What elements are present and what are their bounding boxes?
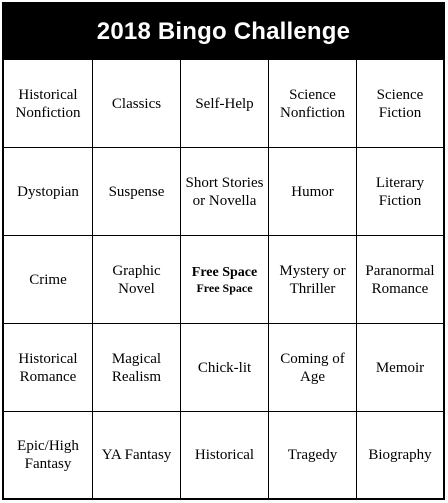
cell-label: Humor	[291, 183, 334, 200]
bingo-board	[2, 2, 445, 500]
bingo-cell-classics[interactable]	[93, 60, 181, 148]
board-title: 2018 Bingo Challenge	[4, 4, 443, 60]
bingo-cell-historical[interactable]	[181, 412, 269, 498]
bingo-cell-mystery-thriller[interactable]	[269, 236, 357, 324]
cell-label: Short Stories or Novella	[185, 174, 264, 209]
cell-label: Literary Fiction	[375, 174, 425, 209]
bingo-cell-biography[interactable]	[357, 412, 443, 498]
cell-label: Historical	[194, 447, 255, 463]
cell-label: Science Fiction	[376, 86, 424, 121]
bingo-cell-free-space[interactable]	[181, 236, 269, 324]
bingo-cell-short-stories[interactable]	[181, 148, 269, 236]
cell-label: Biography	[368, 447, 432, 463]
bingo-cell-magical-realism[interactable]	[93, 324, 181, 412]
bingo-cell-self-help[interactable]	[181, 60, 269, 148]
cell-label: Historical Romance	[18, 350, 78, 385]
cell-label: Dystopian	[17, 183, 79, 200]
bingo-cell-paranormal-romance[interactable]	[357, 236, 443, 324]
free-space-label: Free Space	[191, 264, 258, 280]
cell-label: Suspense	[108, 183, 165, 200]
bingo-cell-coming-of-age[interactable]	[269, 324, 357, 412]
bingo-cell-graphic-novel[interactable]	[93, 236, 181, 324]
cell-label: Historical Nonfiction	[15, 86, 81, 121]
bingo-cell-ya-fantasy[interactable]	[93, 412, 181, 498]
free-space-sublabel: Free Space	[196, 280, 253, 295]
cell-label: Memoir	[375, 359, 425, 376]
cell-label: Science Nonfiction	[280, 86, 345, 121]
bingo-cell-science-fiction[interactable]	[357, 60, 443, 148]
bingo-cell-historical-romance[interactable]	[4, 324, 93, 412]
cell-label: Tragedy	[287, 447, 338, 463]
bingo-cell-historical-nonfiction[interactable]	[4, 60, 93, 148]
cell-label: Epic/High Fantasy	[17, 438, 79, 472]
cell-label: Mystery or Thriller	[279, 262, 346, 297]
cell-label: Crime	[29, 271, 67, 288]
bingo-cell-crime[interactable]	[4, 236, 93, 324]
bingo-cell-epic-high-fantasy[interactable]	[4, 412, 93, 498]
cell-label: Self-Help	[195, 95, 254, 112]
bingo-cell-dystopian[interactable]	[4, 148, 93, 236]
cell-label: Paranormal Romance	[365, 262, 435, 297]
bingo-cell-suspense[interactable]	[93, 148, 181, 236]
bingo-cell-humor[interactable]	[269, 148, 357, 236]
bingo-cell-literary-fiction[interactable]	[357, 148, 443, 236]
cell-label: Chick-lit	[197, 359, 252, 376]
bingo-cell-tragedy[interactable]	[269, 412, 357, 498]
bingo-cell-science-nonfiction[interactable]	[269, 60, 357, 148]
cell-label: Classics	[111, 95, 162, 112]
bingo-grid	[4, 60, 443, 498]
cell-label: YA Fantasy	[101, 447, 172, 463]
bingo-cell-memoir[interactable]	[357, 324, 443, 412]
cell-label: Graphic Novel	[112, 262, 161, 297]
cell-label: Coming of Age	[280, 350, 345, 385]
cell-label: Magical Realism	[111, 350, 162, 385]
bingo-cell-chick-lit[interactable]	[181, 324, 269, 412]
